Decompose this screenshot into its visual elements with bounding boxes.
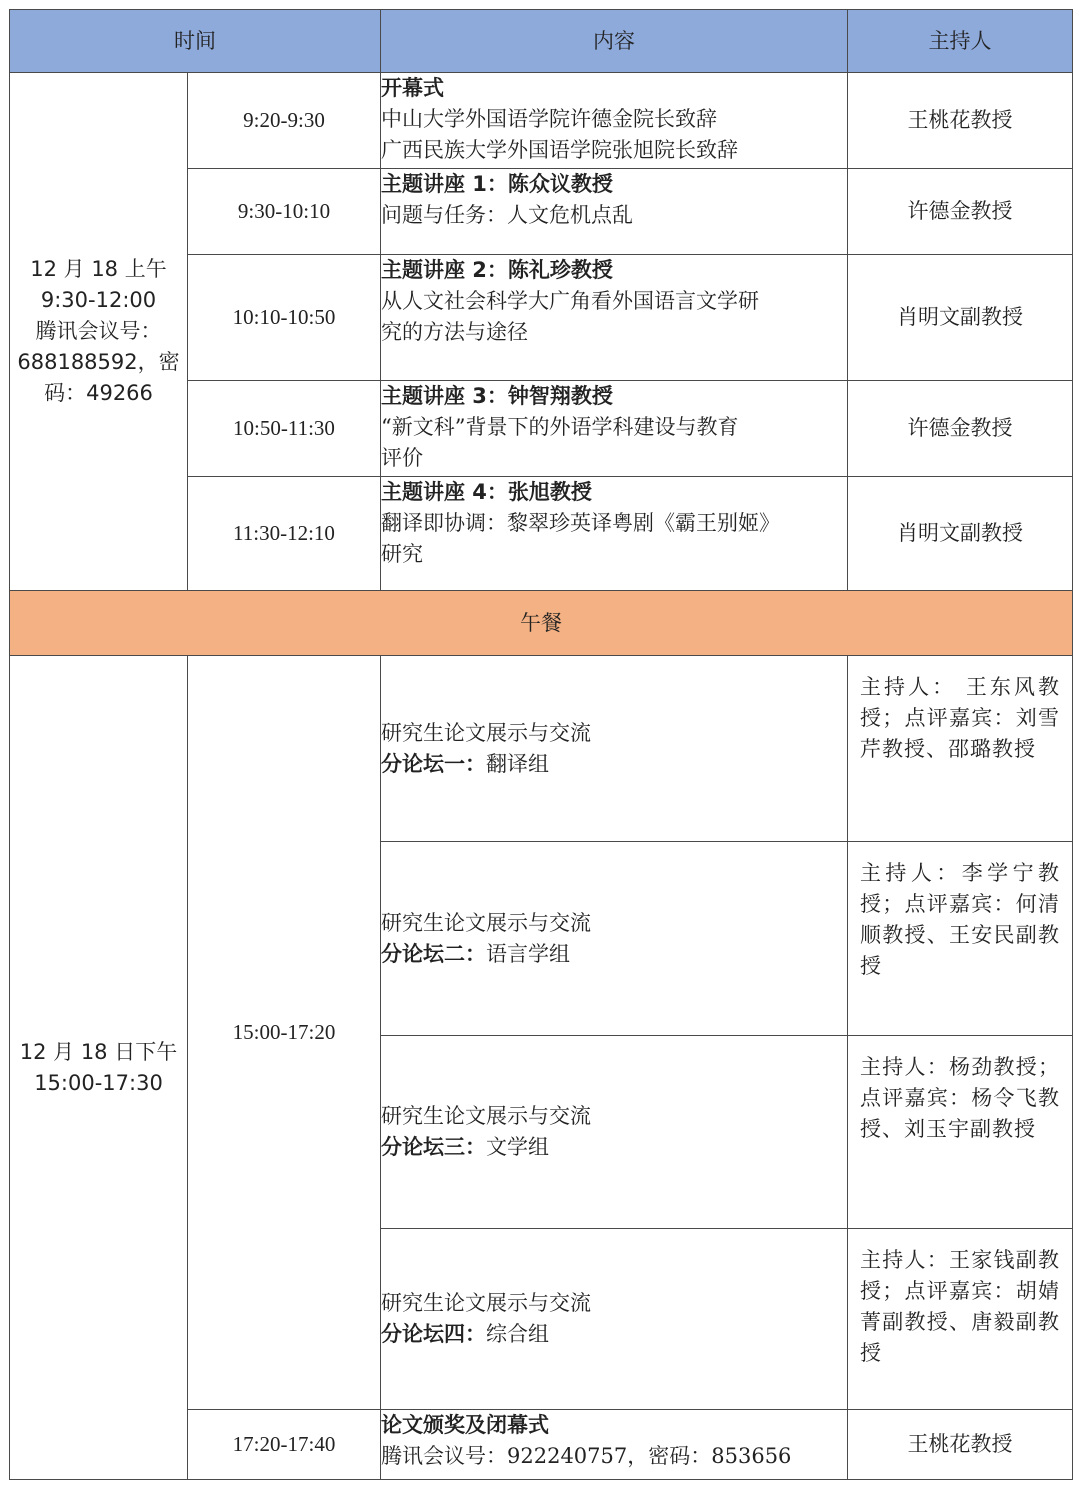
morning-date-line: 9:30-12:00 — [40, 288, 157, 312]
session-host: 许德金教授 — [848, 381, 1073, 477]
morning-date-line: 688188592，密 — [17, 350, 180, 374]
closing-time: 17:20-17:40 — [188, 1410, 381, 1480]
afternoon-date-line: 15:00-17:30 — [34, 1070, 163, 1095]
header-content: 内容 — [381, 10, 848, 73]
closing-content — [381, 1410, 848, 1480]
session-line: 评价 — [381, 446, 423, 470]
session-host: 许德金教授 — [848, 169, 1073, 255]
session-time: 10:50-11:30 — [188, 381, 381, 477]
forum-host: 主持人：王家钱副教授；点评嘉宾：胡婧菁副教授、唐毅副教授 — [848, 1229, 1073, 1410]
closing-meeting-info: 腾讯会议号：922240757，密码：853656 — [381, 1444, 792, 1468]
table-row — [10, 656, 1073, 842]
forum-line: 研究生论文展示与交流 — [381, 910, 591, 935]
forum-content — [381, 1229, 848, 1410]
session-host: 王桃花教授 — [848, 73, 1073, 169]
session-title: 主题讲座 2：陈礼珍教授 — [381, 258, 613, 282]
session-title: 开幕式 — [381, 76, 444, 100]
session-line: 研究 — [381, 542, 423, 566]
afternoon-date-line: 12 月 18 日下午 — [19, 1039, 178, 1064]
forum-content — [381, 1036, 848, 1229]
session-line: 中山大学外国语学院许德金院长致辞 — [381, 107, 717, 131]
session-time: 10:10-10:50 — [188, 255, 381, 381]
session-content — [381, 381, 848, 477]
session-time: 9:20-9:30 — [188, 73, 381, 169]
forum-group: 翻译组 — [486, 751, 549, 776]
table-row — [10, 73, 1073, 169]
closing-host: 王桃花教授 — [848, 1410, 1073, 1480]
forum-line: 研究生论文展示与交流 — [381, 720, 591, 745]
lunch-label: 午餐 — [10, 591, 1073, 656]
closing-title: 论文颁奖及闭幕式 — [381, 1413, 549, 1437]
forum-line: 研究生论文展示与交流 — [381, 1291, 591, 1315]
forum-host: 主持人： 王东风教授；点评嘉宾：刘雪芹教授、邵璐教授 — [848, 656, 1073, 842]
session-title: 主题讲座 4：张旭教授 — [381, 480, 592, 504]
morning-date-line: 码：49266 — [44, 381, 153, 405]
session-line: “新文科”背景下的外语学科建设与教育 — [381, 415, 739, 439]
session-line: 问题与任务：人文危机点乱 — [381, 203, 633, 227]
schedule-table — [9, 9, 1073, 1480]
forum-label: 分论坛二： — [381, 941, 486, 966]
session-line: 究的方法与途径 — [381, 320, 528, 344]
header-row — [10, 10, 1073, 73]
forum-content — [381, 842, 848, 1036]
forum-line: 研究生论文展示与交流 — [381, 1104, 591, 1128]
morning-date-cell — [10, 73, 188, 591]
forum-host: 主持人：杨劲教授；点评嘉宾：杨令飞教授、刘玉宇副教授 — [848, 1036, 1073, 1229]
session-line: 翻译即协调：黎翠珍英译粤剧《霸王别姬》 — [381, 511, 780, 535]
session-content — [381, 477, 848, 591]
session-time: 11:30-12:10 — [188, 477, 381, 591]
forum-group: 语言学组 — [486, 941, 570, 966]
session-line: 从人文社会科学大广角看外国语言文学研 — [381, 289, 759, 313]
forum-label: 分论坛三： — [381, 1135, 486, 1159]
morning-date-line: 12 月 18 上午 — [30, 257, 167, 281]
forum-time: 15:00-17:20 — [188, 656, 381, 1410]
forum-label: 分论坛四： — [381, 1322, 486, 1346]
header-time: 时间 — [10, 10, 381, 73]
session-content — [381, 255, 848, 381]
session-host: 肖明文副教授 — [848, 255, 1073, 381]
forum-content — [381, 656, 848, 842]
session-content — [381, 169, 848, 255]
session-line: 广西民族大学外国语学院张旭院长致辞 — [381, 138, 738, 162]
forum-group: 文学组 — [486, 1135, 549, 1159]
morning-date-line: 腾讯会议号： — [35, 319, 162, 343]
session-title: 主题讲座 3：钟智翔教授 — [381, 384, 613, 408]
forum-group: 综合组 — [486, 1322, 549, 1346]
session-title: 主题讲座 1：陈众议教授 — [381, 172, 613, 196]
afternoon-date-cell — [10, 656, 188, 1480]
header-host: 主持人 — [848, 10, 1073, 73]
session-host: 肖明文副教授 — [848, 477, 1073, 591]
lunch-row — [10, 591, 1073, 656]
session-content — [381, 73, 848, 169]
forum-host: 主持人：李学宁教授；点评嘉宾：何清顺教授、王安民副教授 — [848, 842, 1073, 1036]
session-time: 9:30-10:10 — [188, 169, 381, 255]
forum-label: 分论坛一： — [381, 751, 486, 776]
